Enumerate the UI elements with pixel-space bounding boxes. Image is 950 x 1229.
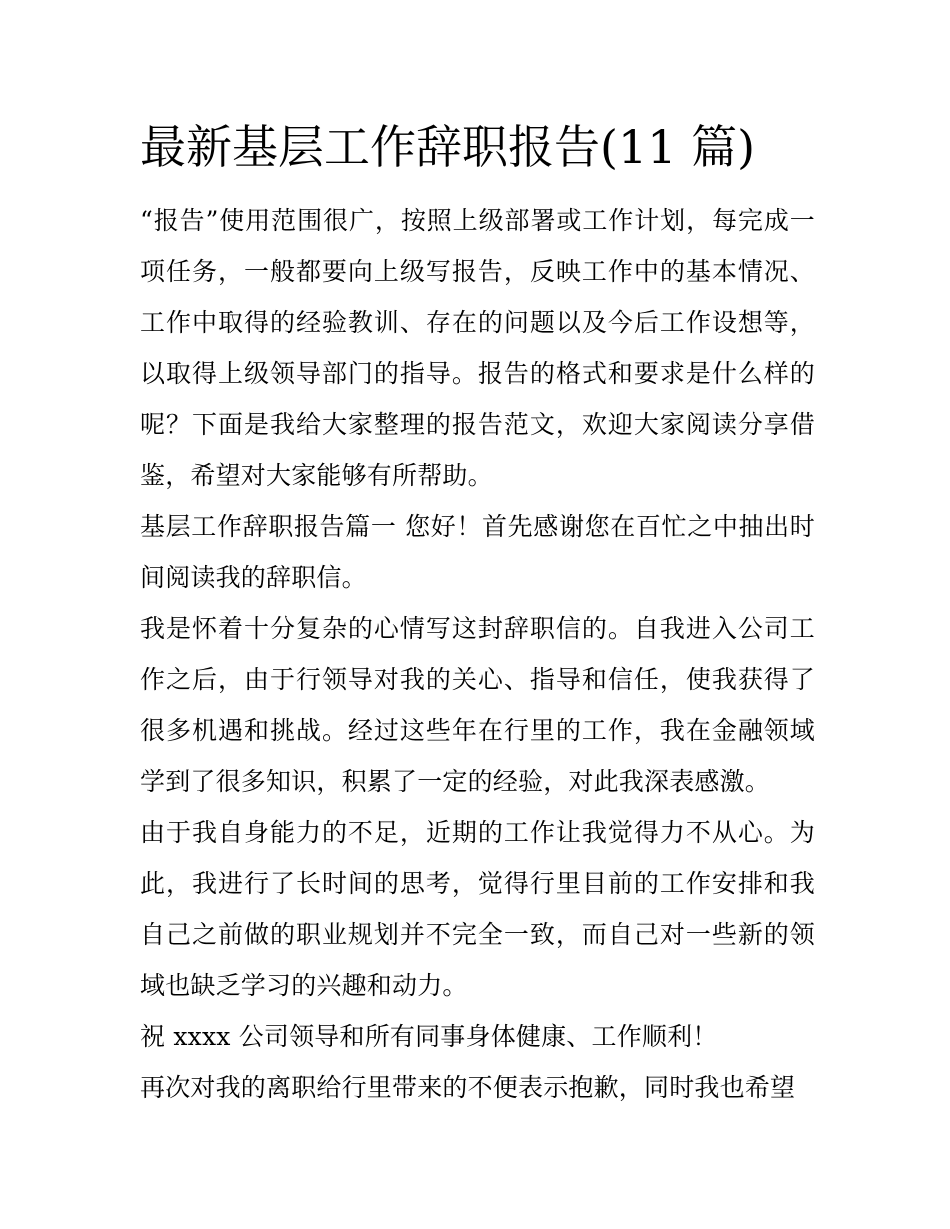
paragraph-reason: 由于我自身能力的不足，近期的工作让我觉得力不从心。为此，我进行了长时间的思考，觉得行里目前的工作安排和我自己之前做的职业规划并不完全一致，而自己对一些新的领域也缺乏学习的兴趣和动力。 (140, 818, 815, 1000)
paragraph-apology: 再次对我的离职给行里带来的不便表示抱歉，同时我也希望 (140, 1073, 796, 1102)
paragraph-greeting: 基层工作辞职报告篇一 您好！首先感谢您在百忙之中抽出时间阅读我的辞职信。 (140, 512, 815, 592)
document-title: 最新基层工作辞职报告(11 篇) (140, 120, 756, 174)
paragraph-gratitude: 我是怀着十分复杂的心情写这封辞职信的。自我进入公司工作之后，由于行领导对我的关心、指导和信任，使我获得了很多机遇和挑战。经过这些年在行里的工作，我在金融领域学到了很多知识，积累了一定的经验，对此我深表感激。 (140, 614, 815, 796)
paragraph-wishes: 祝 xxxx 公司领导和所有同事身体健康、工作顺利！ (140, 1022, 718, 1051)
document-body (140, 195, 815, 1113)
paragraph-intro: “报告”使用范围很广，按照上级部署或工作计划，每完成一项任务，一般都要向上级写报告，反映工作中的基本情况、工作中取得的经验教训、存在的问题以及今后工作设想等，以取得上级领导部门的指导。报告的格式和要求是什么样的呢？下面是我给大家整理的报告范文，欢迎大家阅读分享借鉴，希望对大家能够有所帮助。 (140, 206, 815, 490)
